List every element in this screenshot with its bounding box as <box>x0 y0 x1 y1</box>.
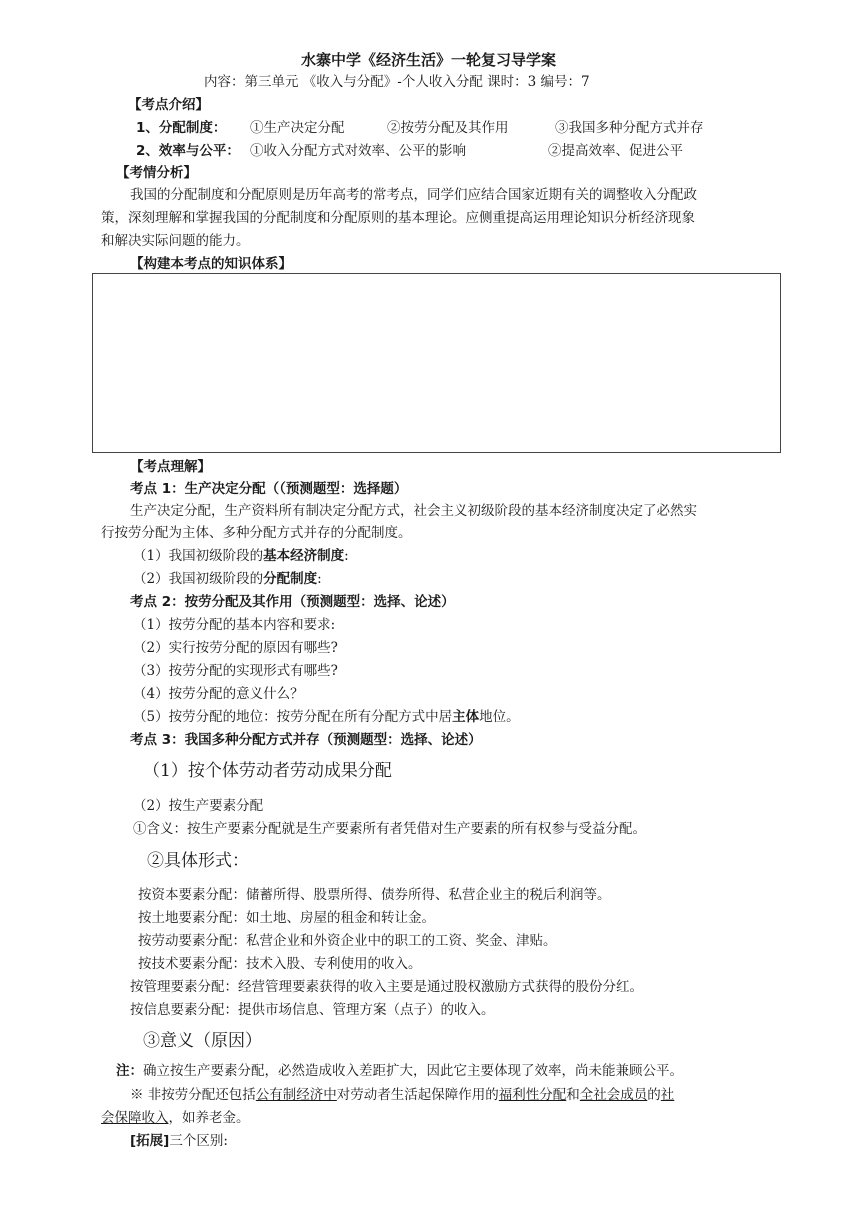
star-underline-social-security: 会保障收入 <box>101 1110 169 1126</box>
point-3-item-2-significance: ③意义（原因） <box>143 1031 262 1051</box>
star-line-1-prefix: ※ 非按劳分配还包括 <box>130 1087 256 1103</box>
point-2-item-5-text: （5）按劳分配的地位：按劳分配在所有分配方式中居 <box>133 709 453 725</box>
analysis-line-1: 我国的分配制度和分配原则是历年高考的常考点，同学们应结合国家近期有关的调整收入分配政 <box>130 187 697 203</box>
star-underline-public: 公有制经济中 <box>255 1087 337 1103</box>
extension-text: 三个区别: <box>169 1133 228 1149</box>
point-2-heading: 考点 2：按劳分配及其作用（预测题型：选择、论述） <box>130 594 455 610</box>
analysis-heading: 【考情分析】 <box>116 165 197 181</box>
system-heading: 【构建本考点的知识体系】 <box>130 256 292 272</box>
point-1-item-1-bold: 基本经济制度 <box>263 548 345 564</box>
star-line-1-mid-1: 对劳动者生活起保障作用的 <box>336 1087 499 1103</box>
document-title: 水寨中学《经济生活》一轮复习导学案 <box>301 51 557 69</box>
point-1-item-1-tail: : <box>344 548 349 564</box>
understanding-heading: 【考点理解】 <box>130 459 211 475</box>
point-1-para-2: 行按劳分配为主体、多种分配方式并存的分配制度。 <box>101 525 412 541</box>
point-3-heading: 考点 3：我国多种分配方式并存（预测题型：选择、论述） <box>130 732 482 748</box>
point-2-item-5 <box>133 708 520 726</box>
star-line-1-mid-2: 和 <box>566 1087 580 1103</box>
star-line-1 <box>130 1086 674 1104</box>
note-label: 注： <box>116 1063 143 1079</box>
intro-line-1-label: 1、分配制度： <box>136 120 227 136</box>
point-1-item-2 <box>133 570 322 588</box>
note-text: 确立按生产要素分配，必然造成收入差距扩大，因此它主要体现了效率，尚未能兼顾公平。 <box>143 1063 683 1079</box>
point-2-item-2: （2）实行按劳分配的原因有哪些? <box>133 640 338 656</box>
point-2-item-5-bold: 主体 <box>452 709 480 725</box>
point-2-item-1: （1）按劳分配的基本内容和要求: <box>133 617 336 633</box>
extension-label: [拓展] <box>130 1133 170 1149</box>
form-land: 按土地要素分配：如土地、房屋的租金和转让金。 <box>138 910 435 926</box>
intro-line-2-a: ①收入分配方式对效率、公平的影响 <box>250 143 466 159</box>
analysis-line-2: 策，深刻理解和掌握我国的分配制度和分配原则的基本理论。应侧重提高运用理论知识分析经济现象 <box>101 210 695 226</box>
intro-line-1 <box>136 119 704 137</box>
star-underline-all-members: 全社会成员 <box>579 1087 648 1103</box>
point-3-item-2-meaning: ①含义：按生产要素分配就是生产要素所有者凭借对生产要素的所有权参与受益分配。 <box>133 821 646 837</box>
point-3-item-2-forms: ②具体形式： <box>147 851 249 871</box>
intro-line-1-b: ②按劳分配及其作用 <box>387 120 509 136</box>
star-line-2-tail: ，如养老金。 <box>168 1110 250 1126</box>
point-2-item-3: （3）按劳分配的实现形式有哪些? <box>133 663 338 679</box>
note-line <box>116 1062 683 1080</box>
point-3-item-2: （2）按生产要素分配 <box>133 798 264 814</box>
point-1-item-2-bold: 分配制度 <box>263 571 318 587</box>
analysis-line-3: 和解决实际问题的能力。 <box>101 233 250 249</box>
star-line-2 <box>101 1109 250 1127</box>
form-labor: 按劳动要素分配：私营企业和外资企业中的职工的工资、奖金、津贴。 <box>138 933 557 949</box>
point-1-item-2-tail: : <box>317 571 322 587</box>
extension-line <box>130 1132 228 1150</box>
form-management: 按管理要素分配：经营管理要素获得的收入主要是通过股权激励方式获得的股份分红。 <box>130 979 643 995</box>
intro-line-1-a: ①生产决定分配 <box>250 120 345 136</box>
intro-heading: 【考点介绍】 <box>128 97 209 113</box>
form-capital: 按资本要素分配：储蓄所得、股票所得、债券所得、私营企业主的税后利润等。 <box>138 887 611 903</box>
intro-line-2-b: ②提高效率、促进公平 <box>548 143 683 159</box>
intro-line-2-label: 2、效率与公平： <box>136 143 240 159</box>
intro-line-1-c: ③我国多种分配方式并存 <box>555 120 704 136</box>
point-2-item-5-tail: 地位。 <box>479 709 520 725</box>
point-1-item-2-text: （2）我国初级阶段的 <box>133 571 264 587</box>
star-underline-she: 社 <box>660 1087 675 1103</box>
intro-line-2 <box>136 142 683 160</box>
star-line-1-mid-3: 的 <box>647 1087 661 1103</box>
knowledge-system-box[interactable] <box>92 273 781 453</box>
form-technology: 按技术要素分配：技术入股、专利使用的收入。 <box>138 956 422 972</box>
point-1-item-1-text: （1）我国初级阶段的 <box>133 548 264 564</box>
form-information: 按信息要素分配：提供市场信息、管理方案（点子）的收入。 <box>130 1002 495 1018</box>
point-1-item-1 <box>133 547 349 565</box>
star-underline-welfare: 福利性分配 <box>498 1087 567 1103</box>
document-meta: 内容：第三单元 《收入与分配》-个人收入分配 课时：3 编号：7 <box>204 74 590 90</box>
point-2-item-4: （4）按劳分配的意义什么？ <box>133 686 304 702</box>
point-1-para-1: 生产决定分配，生产资料所有制决定分配方式，社会主义初级阶段的基本经济制度决定了必然实 <box>130 503 697 519</box>
point-1-heading: 考点 1：生产决定分配（（预测题型：选择题） <box>130 481 408 497</box>
point-3-item-1: （1）按个体劳动者劳动成果分配 <box>143 761 392 781</box>
